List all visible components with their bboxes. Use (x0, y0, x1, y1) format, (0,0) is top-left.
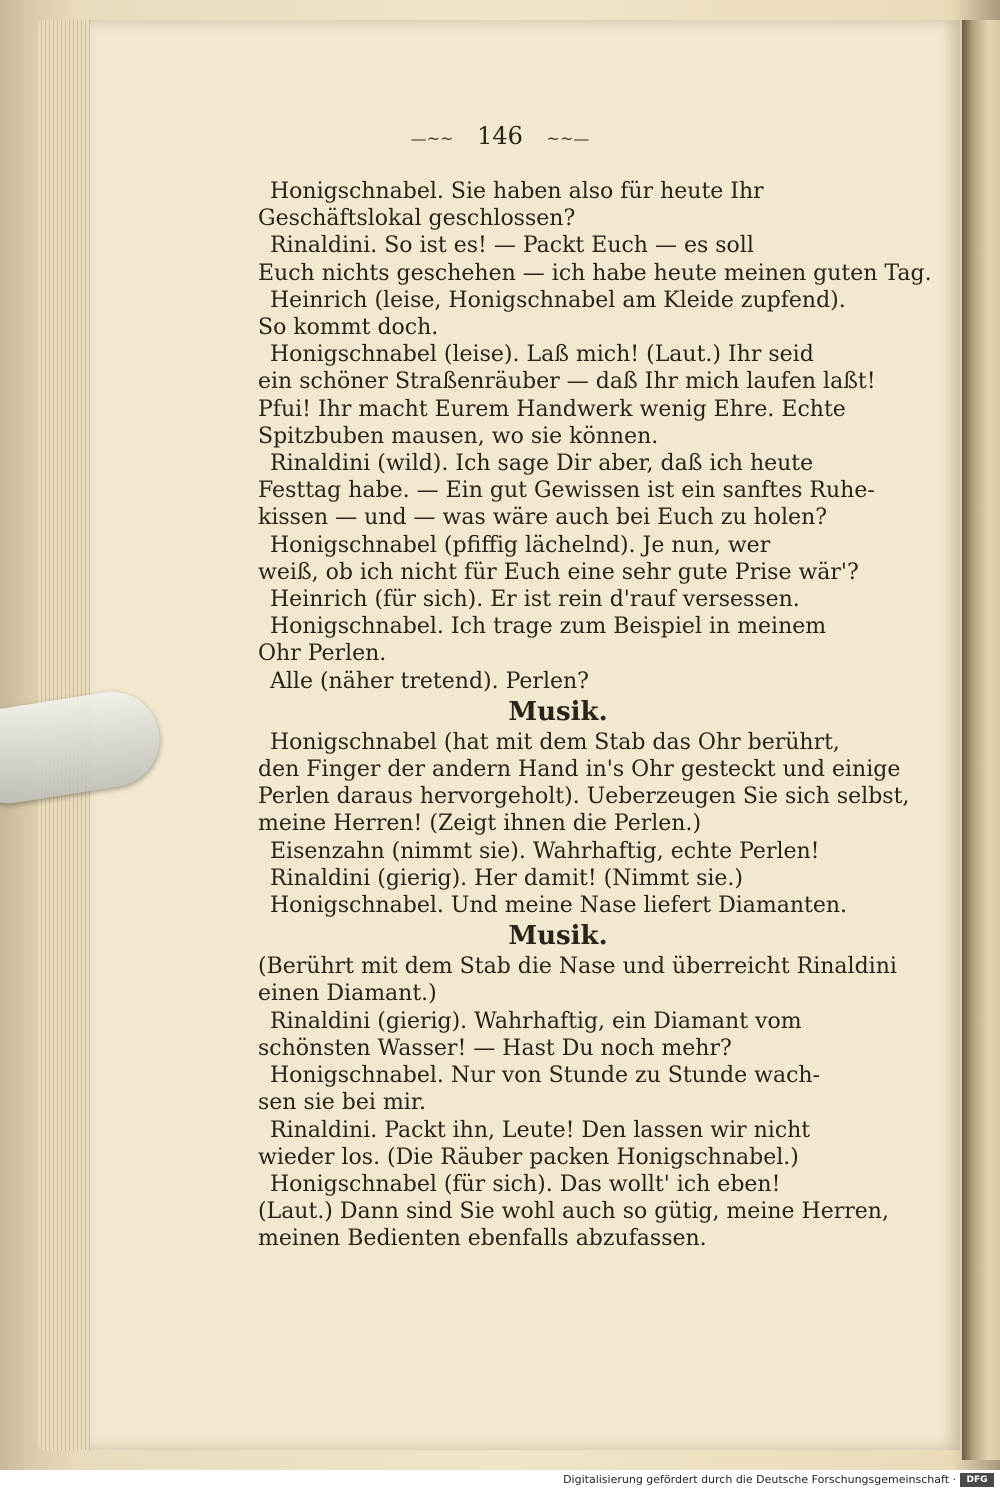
page-header (0, 122, 1000, 150)
text-line: weiß, ob ich nicht für Euch eine sehr gute Prise wär'? (258, 559, 859, 585)
footer-bar (0, 1470, 1000, 1491)
text-line: meine Herren! (Zeigt ihnen die Perlen.) (258, 811, 702, 837)
text-line: Honigschnabel (leise). Laß mich! (Laut.) Ihr seid (270, 342, 814, 368)
text-line: einen Diamant.) (258, 981, 437, 1007)
text-line: Rinaldini. Packt ihn, Leute! Den lassen wir nicht (270, 1117, 811, 1143)
text-line: Perlen daraus hervorgeholt). Ueberzeugen Sie sich selbst, (258, 784, 910, 810)
text-line: Heinrich (leise, Honigschnabel am Kleide zupfend). (270, 287, 846, 313)
page-number: 146 (477, 122, 523, 150)
text-line: Eisenzahn (nimmt sie). Wahrhaftig, echte Perlen! (270, 838, 820, 864)
header-ornament-left: —~~ (410, 129, 454, 148)
footer-credit: Digitalisierung gefördert durch die Deutsche Forschungsgemeinschaft · (563, 1473, 956, 1486)
text-line: (Laut.) Dann sind Sie wohl auch so gütig, meine Herren, (258, 1199, 889, 1225)
text-line: schönsten Wasser! — Hast Du noch mehr? (258, 1035, 732, 1061)
text-line: Honigschnabel. Und meine Nase liefert Diamanten. (270, 893, 848, 919)
text-line: So kommt doch. (258, 315, 439, 341)
text-line: Rinaldini. So ist es! — Packt Euch — es soll (270, 233, 754, 259)
text-line: den Finger der andern Hand in's Ohr gesteckt und einige (258, 757, 901, 783)
page-text (258, 178, 932, 1253)
text-line: (Berührt mit dem Stab die Nase und überreicht Rinaldini (258, 954, 897, 980)
text-line: Festtag habe. — Ein gut Gewissen ist ein sanftes Ruhe- (258, 478, 875, 504)
text-line: Heinrich (für sich). Er ist rein d'rauf versessen. (270, 587, 800, 613)
book-gutter (962, 20, 1000, 1460)
text-line: Spitzbuben mausen, wo sie können. (258, 423, 659, 449)
text-line: Euch nichts geschehen — ich habe heute meinen guten Tag. (258, 260, 932, 286)
text-line: Ohr Perlen. (258, 641, 387, 667)
text-line: Honigschnabel. Ich trage zum Beispiel in meinem (270, 614, 827, 640)
text-line: kissen — und — was wäre auch bei Euch zu holen? (258, 505, 828, 531)
text-line: sen sie bei mir. (258, 1090, 426, 1116)
text-line: Alle (näher tretend). Perlen? (270, 668, 589, 694)
text-line: Geschäftslokal geschlossen? (258, 206, 576, 232)
text-line: Rinaldini (gierig). Her damit! (Nimmt sie.) (270, 865, 743, 891)
stage-direction-heading: Musik. (508, 696, 608, 727)
text-line: wieder los. (Die Räuber packen Honigschnabel.) (258, 1144, 799, 1170)
header-ornament-right: ~~— (546, 129, 590, 148)
text-line: Honigschnabel. Nur von Stunde zu Stunde wach- (270, 1063, 820, 1089)
text-line: Pfui! Ihr macht Eurem Handwerk wenig Ehre. Echte (258, 396, 846, 422)
text-line: Honigschnabel (pfiffig lächelnd). Je nun, wer (270, 532, 771, 558)
text-line: Honigschnabel (hat mit dem Stab das Ohr berührt, (270, 729, 840, 755)
text-line: Honigschnabel (für sich). Das wollt' ich eben! (270, 1171, 781, 1197)
text-line: Honigschnabel. Sie haben also für heute Ihr (270, 179, 764, 204)
text-line: Rinaldini (gierig). Wahrhaftig, ein Diamant vom (270, 1008, 802, 1034)
stage-direction-heading: Musik. (508, 921, 608, 952)
text-line: meinen Bedienten ebenfalls abzufassen. (258, 1226, 707, 1252)
text-line: ein schöner Straßenräuber — daß Ihr mich laufen laßt! (258, 369, 876, 395)
dfg-logo: DFG (960, 1473, 994, 1487)
text-line: Rinaldini (wild). Ich sage Dir aber, daß ich heute (270, 451, 814, 477)
